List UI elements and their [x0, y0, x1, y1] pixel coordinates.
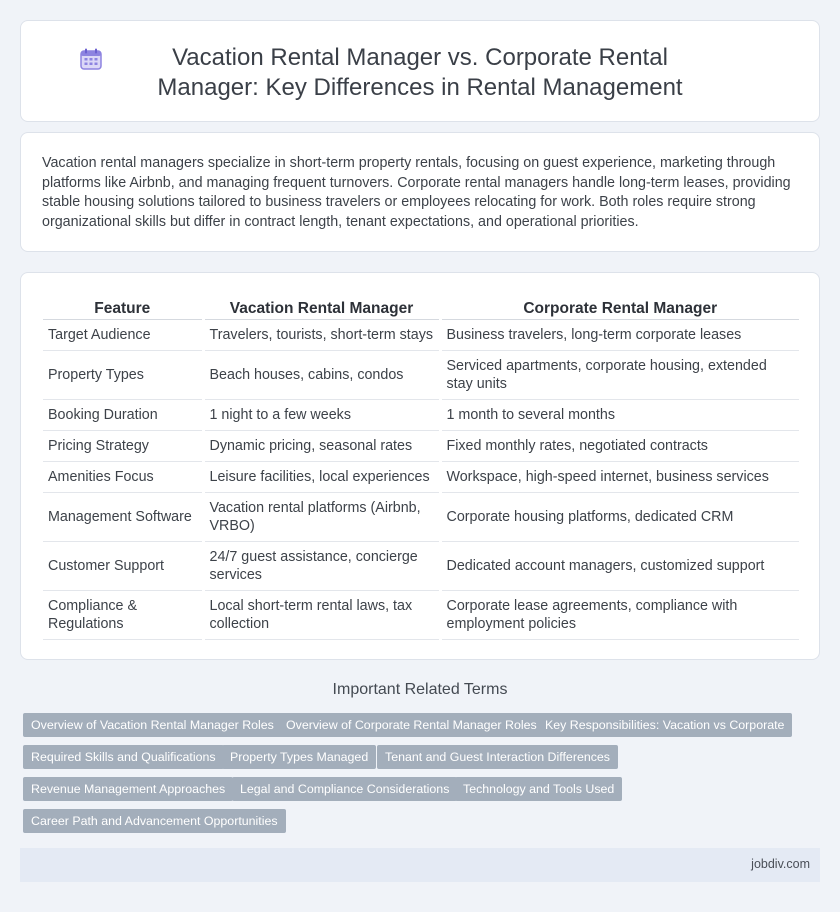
row-corporate: 1 month to several months — [440, 399, 799, 430]
table-row — [43, 319, 799, 350]
row-feature: Management Software — [43, 492, 203, 541]
related-tag[interactable]: Required Skills and Qualifications — [23, 745, 224, 769]
table-row — [43, 590, 799, 639]
header-feature: Feature — [43, 295, 203, 319]
row-vacation: Beach houses, cabins, condos — [203, 350, 440, 399]
related-tag[interactable]: Property Types Managed — [222, 745, 376, 769]
intro-card — [20, 132, 820, 252]
table-row — [43, 541, 799, 590]
header-corporate: Corporate Rental Manager — [440, 295, 799, 319]
row-corporate: Fixed monthly rates, negotiated contracts — [440, 430, 799, 461]
row-corporate: Serviced apartments, corporate housing, extended stay units — [440, 350, 799, 399]
row-vacation: Leisure facilities, local experiences — [203, 461, 440, 492]
title-card — [20, 20, 820, 122]
comparison-table — [43, 295, 799, 640]
row-feature: Booking Duration — [43, 399, 203, 430]
row-corporate: Corporate housing platforms, dedicated CRM — [440, 492, 799, 541]
row-vacation: Dynamic pricing, seasonal rates — [203, 430, 440, 461]
row-feature: Target Audience — [43, 319, 203, 350]
row-corporate: Dedicated account managers, customized support — [440, 541, 799, 590]
header-vacation: Vacation Rental Manager — [203, 295, 440, 319]
row-vacation: 1 night to a few weeks — [203, 399, 440, 430]
related-tag[interactable]: Overview of Corporate Rental Manager Roles — [278, 713, 545, 737]
table-row — [43, 492, 799, 541]
table-row — [43, 350, 799, 399]
related-tag[interactable]: Legal and Compliance Considerations — [232, 777, 457, 801]
related-terms-heading: Important Related Terms — [332, 681, 508, 698]
row-corporate: Corporate lease agreements, compliance with employment policies — [440, 590, 799, 639]
row-corporate: Workspace, high-speed internet, business services — [440, 461, 799, 492]
row-vacation: 24/7 guest assistance, concierge services — [203, 541, 440, 590]
table-header-row — [43, 295, 799, 319]
row-feature: Amenities Focus — [43, 461, 203, 492]
row-vacation: Travelers, tourists, short-term stays — [203, 319, 440, 350]
table-row — [43, 399, 799, 430]
row-feature: Pricing Strategy — [43, 430, 203, 461]
related-tag[interactable]: Key Responsibilities: Vacation vs Corporate — [537, 713, 792, 737]
comparison-card — [20, 272, 820, 660]
related-tag[interactable]: Overview of Vacation Rental Manager Roles — [23, 713, 282, 737]
row-feature: Customer Support — [43, 541, 203, 590]
page-title: Vacation Rental Manager vs. Corporate Rental Manager: Key Differences in Rental Management — [157, 44, 683, 101]
intro-paragraph: Vacation rental managers specialize in short-term property rentals, focusing on guest experience, marketing through platforms like Airbnb, and managing frequent turnovers. Corporate rental managers handle long-term leases, providing stable housing solutions tailored to business travelers or employees relocating for work. Both roles require strong organizational skills but differ in contract length, tenant expectations, and operational priorities. — [42, 155, 791, 230]
related-tag[interactable]: Career Path and Advancement Opportunities — [23, 809, 286, 833]
row-vacation: Local short-term rental laws, tax collection — [203, 590, 440, 639]
row-feature: Compliance & Regulations — [43, 590, 203, 639]
related-tag[interactable]: Revenue Management Approaches — [23, 777, 233, 801]
row-feature: Property Types — [43, 350, 203, 399]
row-corporate: Business travelers, long-term corporate leases — [440, 319, 799, 350]
related-tag[interactable]: Technology and Tools Used — [455, 777, 622, 801]
table-row — [43, 461, 799, 492]
footer-site-link[interactable]: jobdiv.com — [751, 857, 810, 871]
footer — [20, 848, 820, 882]
related-tag[interactable]: Tenant and Guest Interaction Differences — [377, 745, 618, 769]
table-row — [43, 430, 799, 461]
row-vacation: Vacation rental platforms (Airbnb, VRBO) — [203, 492, 440, 541]
